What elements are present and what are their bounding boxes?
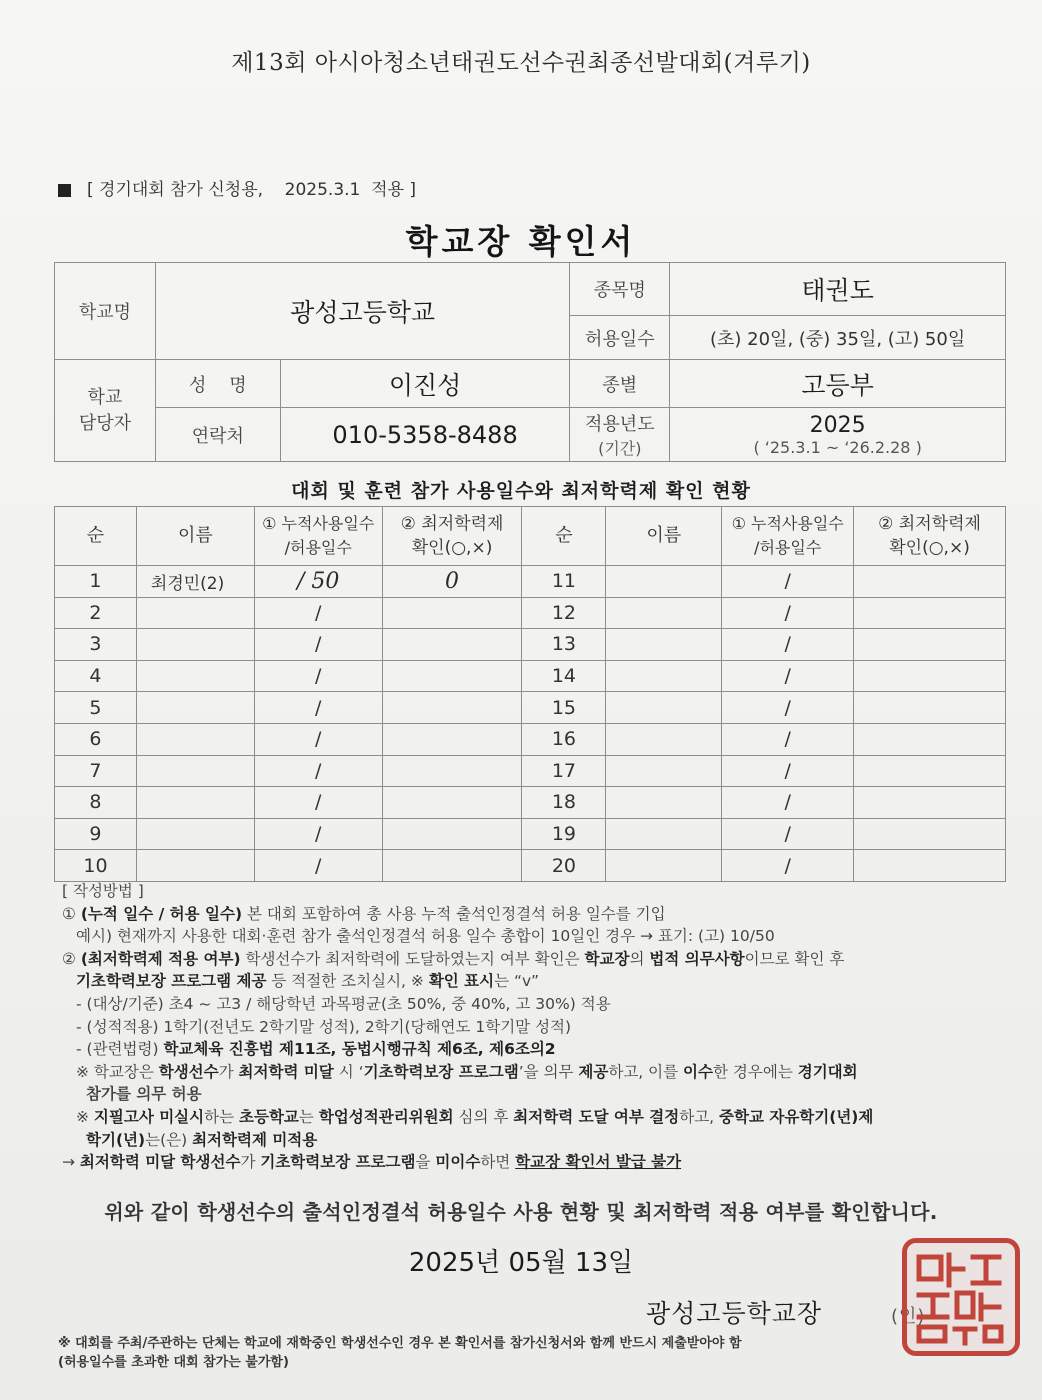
used-days-cell: / 50 (254, 566, 382, 598)
used-days-cell: / (722, 660, 854, 692)
guide-bold: 제공 (578, 1062, 609, 1081)
used-days-cell: / (722, 629, 854, 661)
guide-line (62, 970, 1012, 993)
min-academic-check-cell (382, 787, 522, 819)
table-row (55, 692, 1006, 724)
student-name-cell (606, 755, 722, 787)
guide-text: → (62, 1153, 80, 1172)
issue-date: 2025년 05월 13일 (408, 1248, 634, 1278)
used-days-cell: / (254, 818, 382, 850)
event-title: 제13회 아시아청소년태권도선수권최종선발대회(겨루기) (231, 50, 811, 76)
row-number: 20 (522, 850, 606, 882)
seal-placeholder: (인) (891, 1306, 926, 1327)
table-row (55, 660, 1006, 692)
year-value-cell (670, 408, 1006, 462)
guide-text: 는 (298, 1107, 319, 1126)
table-row (55, 755, 1006, 787)
used-days-cell: / (254, 723, 382, 755)
section-title: 대회 및 훈련 참가 사용일수와 최저학력제 확인 현황 (291, 480, 751, 502)
guide-text: 이므로 확인 후 (744, 949, 845, 968)
guide-bold: 기초학력보장 프로그램 제공 (76, 972, 267, 991)
guide-line (62, 1038, 1012, 1061)
col-name-left: 이름 (136, 507, 254, 566)
guide-line: - (대상/기준) 초4 ~ 고3 / 해당학년 과목평균(초 50%, 중 40%, 고 30%) 적용 (76, 994, 611, 1013)
guide-bold: 최저학력 미달 학생선수 (79, 1153, 241, 1172)
row-number: 14 (522, 660, 606, 692)
min-academic-check-cell (382, 755, 522, 787)
guide-bold: 최저학력제 미적용 (192, 1130, 318, 1149)
used-days-cell: / (722, 850, 854, 882)
col-name-right: 이름 (606, 507, 722, 566)
footer-line-2: (허용일수를 초과한 대회 참가는 불가함) (58, 1355, 289, 1370)
guide-bold: 학업성적관리위원회 (318, 1107, 454, 1126)
guide-heading: [ 작성방법 ] (62, 882, 144, 900)
year-label-cell (570, 408, 670, 462)
row-number: 7 (55, 755, 137, 787)
guide-text: 등 적절한 조치실시, ※ (266, 972, 429, 991)
min-academic-check-cell (854, 755, 1006, 787)
used-days-cell: / (722, 566, 854, 598)
footer-notice (58, 1334, 998, 1372)
used-days-cell: / (254, 597, 382, 629)
min-academic-check-cell (382, 629, 522, 661)
row-number: 9 (55, 818, 137, 850)
school-value: 광성고등학교 (155, 263, 570, 360)
col-no-right: 순 (522, 507, 606, 566)
year-sub-label: (기간) (598, 439, 642, 458)
row-number: 2 (55, 597, 137, 629)
guide-text: 의 (629, 949, 650, 968)
row-number: 3 (55, 629, 137, 661)
used-days-cell: / (254, 629, 382, 661)
student-name-cell (606, 692, 722, 724)
sport-label: 종목명 (570, 263, 670, 316)
guide-line (62, 1129, 1012, 1152)
student-name-cell (136, 597, 254, 629)
min-academic-check-cell (854, 787, 1006, 819)
guide-bold: 학기(년) (86, 1130, 146, 1149)
guide-line: 예시) 현재까지 사용한 대회·훈련 참가 출석인정결석 허용 일수 총합이 10일인 경우 → 표기: (고) 10/50 (76, 927, 775, 946)
guide-text: 하면 (480, 1153, 516, 1172)
writing-guide (62, 880, 1012, 1174)
used-days-cell: / (722, 597, 854, 629)
guide-bold: 기초학력보장 프로그램 (260, 1153, 416, 1172)
guide-text: ※ (76, 1107, 94, 1126)
col-check-right: ② 최저학력제 확인(○,×) (854, 507, 1006, 566)
guide-text: 하고, 이를 (608, 1062, 684, 1081)
student-name-cell (136, 692, 254, 724)
allow-value: (초) 20일, (중) 35일, (고) 50일 (670, 316, 1006, 360)
guide-bold: 학교장 확인서 발급 불가 (515, 1153, 682, 1172)
min-academic-check-cell: 0 (382, 566, 522, 598)
used-days-cell: / (254, 660, 382, 692)
guide-bold: 법적 의무사항 (649, 949, 745, 968)
student-name-cell (136, 723, 254, 755)
min-academic-check-cell (854, 818, 1006, 850)
student-name-cell (136, 660, 254, 692)
contact-value: 010-5358-8488 (280, 408, 570, 462)
row-number: 5 (55, 692, 137, 724)
student-name-cell (136, 755, 254, 787)
guide-line (62, 1061, 1012, 1084)
table-row (55, 629, 1006, 661)
guide-text: 심의 후 (453, 1107, 514, 1126)
row-number: 4 (55, 660, 137, 692)
used-days-cell: / (722, 818, 854, 850)
division-label: 종별 (570, 360, 670, 408)
guide-bold: 초등학교 (239, 1107, 299, 1126)
student-name-cell (606, 850, 722, 882)
guide-text: 을 (415, 1153, 436, 1172)
student-name-cell (606, 787, 722, 819)
min-academic-check-cell (382, 692, 522, 724)
min-academic-check-cell (382, 597, 522, 629)
guide-text: ’을 의무 (518, 1062, 579, 1081)
student-name-cell (136, 818, 254, 850)
guide-bold: 중학교 자유학기(년)제 (719, 1107, 874, 1126)
used-days-cell: / (254, 850, 382, 882)
student-name-cell (136, 850, 254, 882)
contact-label: 연락처 (155, 408, 280, 462)
min-academic-check-cell (854, 692, 1006, 724)
guide-bold: 기초학력보장 프로그램 (363, 1062, 519, 1081)
confirmation-statement: 위와 같이 학생선수의 출석인정결석 허용일수 사용 현황 및 최저학력 적용 여부를 확인합니다. (104, 1200, 938, 1224)
principal-signature-line (646, 1294, 925, 1330)
row-number: 10 (55, 850, 137, 882)
guide-text: 시 ‘ (333, 1062, 364, 1081)
table-row (55, 566, 1006, 598)
student-name-cell (136, 787, 254, 819)
sport-value: 태권도 (670, 263, 1006, 316)
guide-line: - (성적적용) 1학기(전년도 2학기말 성적), 2학기(당해연도 1학기말 성적) (76, 1017, 572, 1036)
guide-bold: 이수 (683, 1062, 713, 1081)
row-number: 8 (55, 787, 137, 819)
row-number: 19 (522, 818, 606, 850)
form-usage-note (58, 175, 416, 200)
col-no-left: 순 (55, 507, 137, 566)
guide-bold: 학교장 (584, 949, 630, 968)
allow-label: 허용일수 (570, 316, 670, 360)
row-number: 6 (55, 723, 137, 755)
school-info-table (54, 262, 1006, 462)
guide-text: 가 (218, 1062, 239, 1081)
guide-text: 하는 (204, 1107, 240, 1126)
guide-line (62, 1106, 1012, 1129)
used-days-cell: / (254, 755, 382, 787)
student-name-cell (606, 723, 722, 755)
min-academic-check-cell (854, 597, 1006, 629)
guide-bold: 확인 표시 (428, 972, 495, 991)
footer-line-1: ※ 대회를 주최/주관하는 단체는 학교에 재학중인 학생선수인 경우 본 확인서를 참가신청서와 함께 반드시 제출받아야 함 (58, 1336, 742, 1351)
guide-text: 하고, (679, 1107, 720, 1126)
student-name-cell (136, 629, 254, 661)
guide-bold: 최저학력 도달 여부 결정 (513, 1107, 680, 1126)
used-days-cell: / (722, 723, 854, 755)
row-number: 17 (522, 755, 606, 787)
table-header-row (55, 507, 1006, 566)
col-check-left: ② 최저학력제 확인(○,×) (382, 507, 522, 566)
used-days-cell: / (254, 787, 382, 819)
row-number: 13 (522, 629, 606, 661)
guide-text: 학생선수가 최저학력에 도달하였는지 여부 확인은 (240, 949, 585, 968)
guide-bold: (최저학력제 적용 여부) (80, 949, 241, 968)
table-row (55, 818, 1006, 850)
student-name-cell (606, 597, 722, 629)
guide-bold: 미이수 (435, 1153, 481, 1172)
row-number: 15 (522, 692, 606, 724)
guide-bold: 최저학력 미달 (238, 1062, 334, 1081)
school-label: 학교명 (55, 263, 156, 360)
used-days-cell: / (722, 692, 854, 724)
principal-name: 광성고등학교장 (646, 1299, 823, 1328)
guide-bold: (누적 일수 / 허용 일수) (80, 904, 243, 923)
division-value: 고등부 (670, 360, 1006, 408)
student-name-cell (606, 660, 722, 692)
used-days-cell: / (254, 692, 382, 724)
student-name-cell: 최경민(2) (136, 566, 254, 598)
min-academic-check-cell (382, 723, 522, 755)
min-academic-check-cell (382, 818, 522, 850)
guide-bold: 경기대회 (797, 1062, 858, 1081)
square-bullet-icon (58, 184, 71, 197)
manager-label: 학교 담당자 (55, 360, 156, 462)
min-academic-check-cell (382, 660, 522, 692)
table-row (55, 787, 1006, 819)
row-number: 18 (522, 787, 606, 819)
guide-bold: 학교체육 진흥법 제11조, 동법시행규칙 제6조, 제6조의2 (163, 1040, 556, 1059)
used-days-cell: / (722, 787, 854, 819)
guide-text: 는 “v” (494, 972, 539, 991)
manager-name-value: 이진성 (280, 360, 570, 408)
row-number: 1 (55, 566, 137, 598)
guide-line (62, 948, 1012, 971)
min-academic-check-cell (854, 850, 1006, 882)
participation-table (54, 506, 1006, 882)
guide-line: 참가를 의무 허용 (86, 1085, 202, 1104)
year-range: ( ‘25.3.1 ~ ‘26.2.28 ) (753, 437, 922, 457)
row-number: 16 (522, 723, 606, 755)
used-days-cell: / (722, 755, 854, 787)
min-academic-check-cell (854, 723, 1006, 755)
guide-text: ※ 학교장은 (76, 1062, 159, 1081)
col-days-left: ① 누적사용일수 /허용일수 (254, 507, 382, 566)
row-number: 11 (522, 566, 606, 598)
guide-text: - (관련법령) (76, 1040, 164, 1059)
min-academic-check-cell (854, 629, 1006, 661)
guide-text: ② (62, 949, 81, 968)
guide-bold: 학생선수 (158, 1062, 219, 1081)
min-academic-check-cell (854, 660, 1006, 692)
guide-text: 는(은) (145, 1130, 193, 1149)
year-value: 2025 (809, 412, 866, 438)
table-row (55, 597, 1006, 629)
student-name-cell (606, 629, 722, 661)
name-label: 성 명 (155, 360, 280, 408)
row-number: 12 (522, 597, 606, 629)
document-title: 학교장 확인서 (405, 222, 637, 261)
student-name-cell (606, 566, 722, 598)
col-days-right: ① 누적사용일수 /허용일수 (722, 507, 854, 566)
guide-bold: 지필고사 미실시 (93, 1107, 205, 1126)
guide-line (62, 1151, 1012, 1174)
table-row (55, 723, 1006, 755)
guide-text: 본 대회 포함하여 총 사용 누적 출석인정결석 허용 일수를 기입 (242, 904, 666, 923)
guide-text: 한 경우에는 (713, 1062, 798, 1081)
student-name-cell (606, 818, 722, 850)
guide-text: ① (62, 904, 81, 923)
table-row (55, 850, 1006, 882)
guide-text: 가 (240, 1153, 261, 1172)
year-label: 적용년도 (585, 414, 655, 435)
min-academic-check-cell (382, 850, 522, 882)
min-academic-check-cell (854, 566, 1006, 598)
guide-line (62, 903, 1012, 926)
form-usage-text: [ 경기대회 참가 신청용, 2025.3.1 적용 ] (87, 180, 417, 200)
